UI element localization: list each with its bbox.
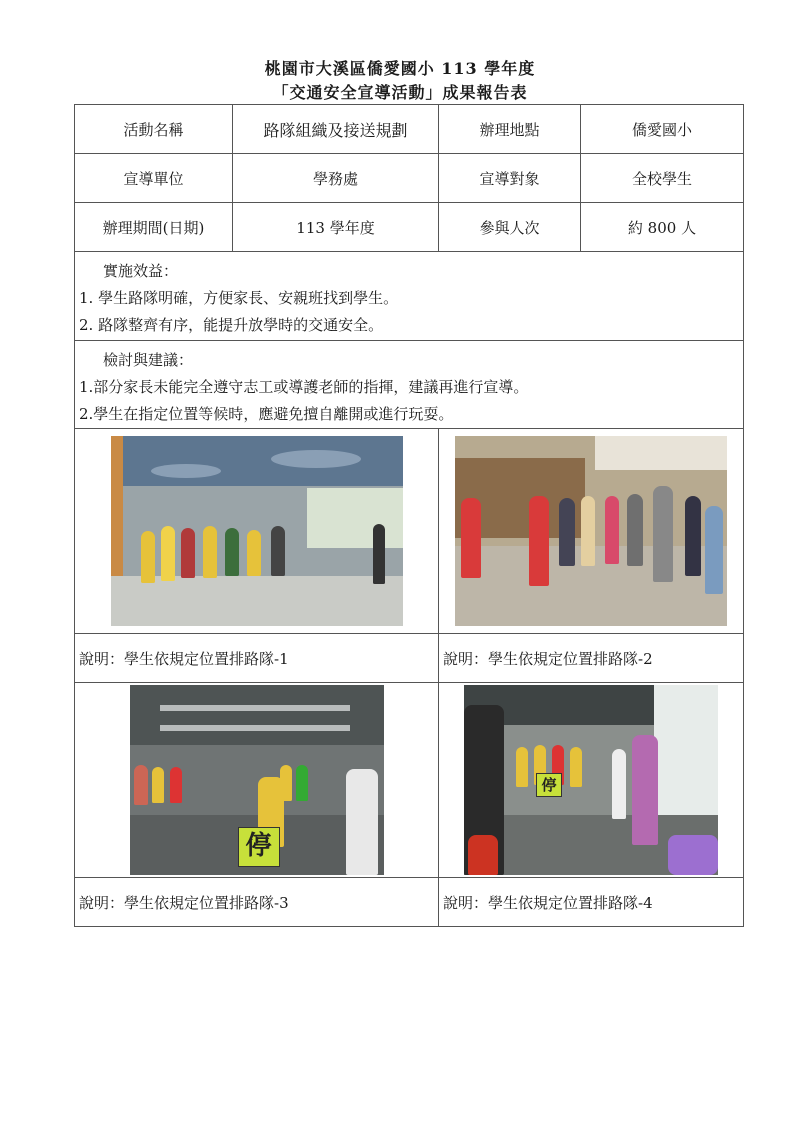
activity-name-value: 路隊組織及接送規劃 [233, 105, 439, 154]
table-row [75, 154, 744, 203]
table-row [75, 203, 744, 252]
photo-4 [464, 685, 718, 875]
caption-row [75, 878, 744, 927]
location-label: 辦理地點 [439, 105, 581, 154]
period-label: 辦理期間(日期) [75, 203, 233, 252]
review-item: 2.學生在指定位置等候時，應避免擅自離開或進行玩耍。 [79, 405, 454, 423]
photo-cell-2 [439, 429, 744, 634]
review-row [75, 341, 744, 429]
review-heading: 檢討與建議： [103, 351, 194, 369]
stop-sign-text: 停 [238, 827, 280, 867]
photo-caption-4: 說明：學生依規定位置排路隊-4 [439, 878, 744, 927]
photo-3 [130, 685, 384, 875]
target-label: 宣導對象 [439, 154, 581, 203]
location-value: 僑愛國小 [581, 105, 744, 154]
report-title-line2: 「交通安全宣導活動」成果報告表 [272, 83, 528, 102]
period-value: 113 學年度 [233, 203, 439, 252]
report-table [74, 104, 744, 927]
benefits-item: 2. 路隊整齊有序，能提升放學時的交通安全。 [79, 316, 384, 334]
benefits-cell [75, 252, 744, 341]
photo-cell-3 [75, 683, 439, 878]
review-item: 1.部分家長未能完全遵守志工或導護老師的指揮，建議再進行宣導。 [79, 378, 529, 396]
benefits-row [75, 252, 744, 341]
review-cell [75, 341, 744, 429]
photo-1 [111, 436, 403, 626]
photo-cell-4 [439, 683, 744, 878]
table-row [75, 105, 744, 154]
benefits-heading: 實施效益： [103, 262, 179, 280]
activity-name-label: 活動名稱 [75, 105, 233, 154]
photo-row [75, 683, 744, 878]
participants-label: 參與人次 [439, 203, 581, 252]
photo-caption-3: 說明：學生依規定位置排路隊-3 [75, 878, 439, 927]
stop-sign-text: 停 [536, 773, 562, 797]
unit-label: 宣導單位 [75, 154, 233, 203]
photo-2 [455, 436, 727, 626]
photo-cell-1 [75, 429, 439, 634]
unit-value: 學務處 [233, 154, 439, 203]
photo-caption-2: 說明：學生依規定位置排路隊-2 [439, 634, 744, 683]
caption-row [75, 634, 744, 683]
photo-row [75, 429, 744, 634]
benefits-item: 1. 學生路隊明確，方便家長、安親班找到學生。 [79, 289, 399, 307]
participants-value: 約 800 人 [581, 203, 744, 252]
target-value: 全校學生 [581, 154, 744, 203]
photo-caption-1: 說明：學生依規定位置排路隊-1 [75, 634, 439, 683]
report-title-line1: 桃園市大溪區僑愛國小 113 學年度 [264, 59, 536, 78]
